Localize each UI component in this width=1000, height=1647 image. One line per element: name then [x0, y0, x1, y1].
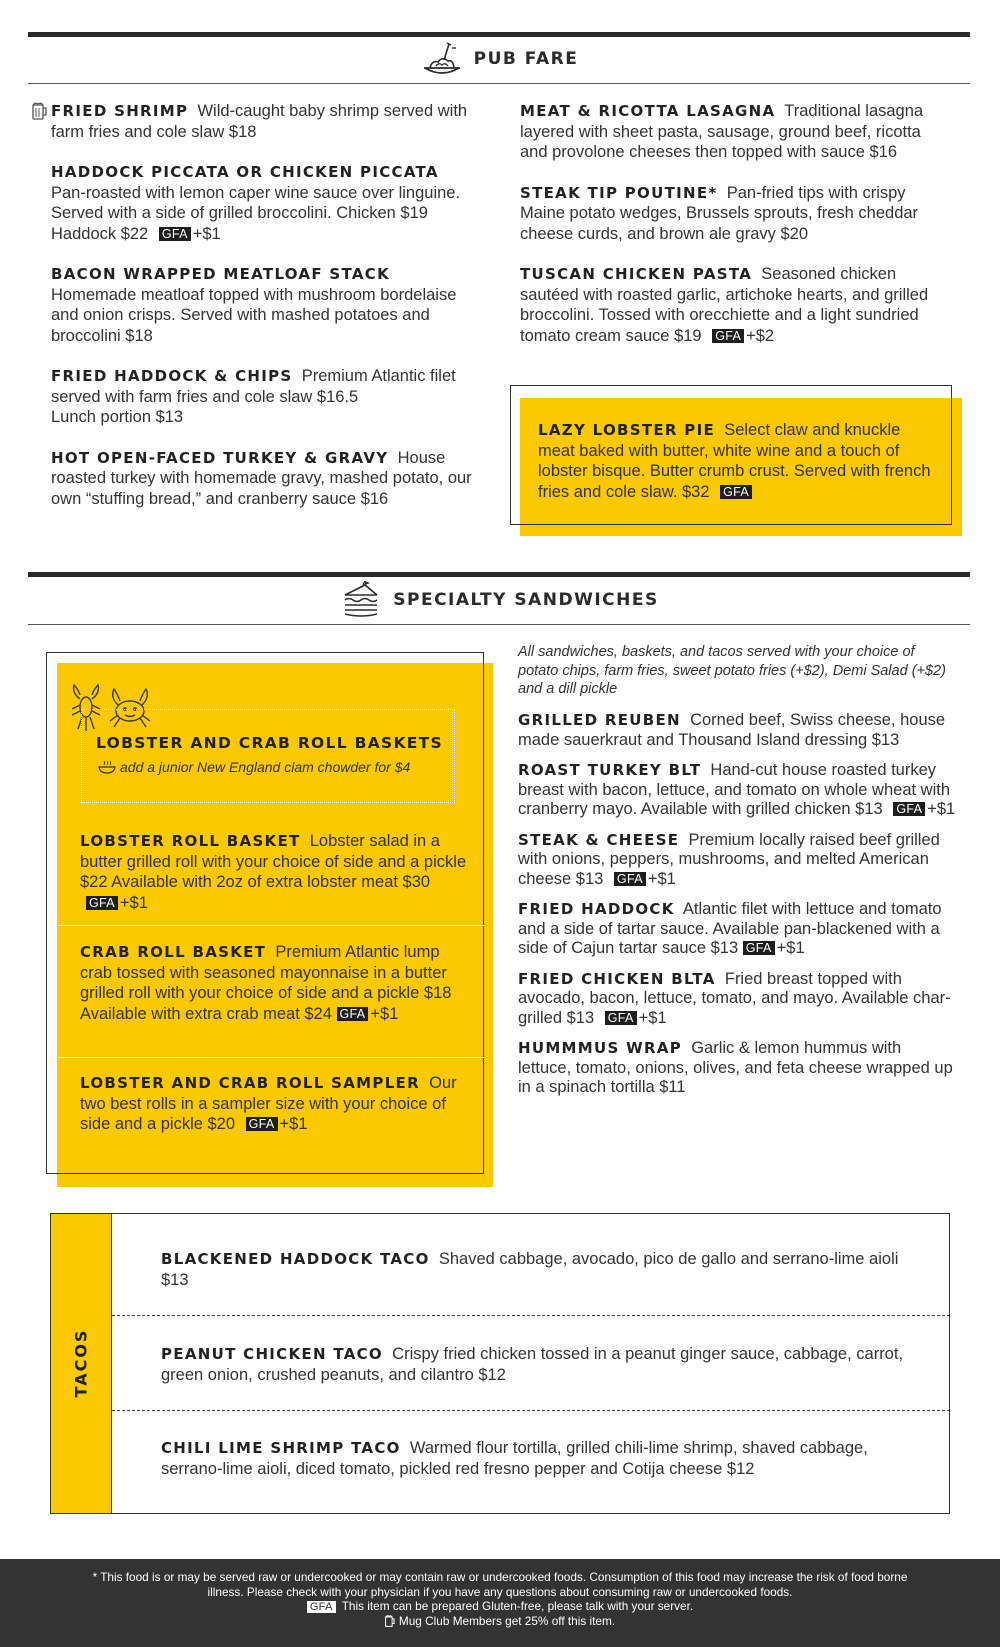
item-desc: Lobster salad in a butter grilled roll with your choice of side and a pickle $22 Available with 2oz of extra lobster meat $30: [80, 832, 467, 891]
taco-item: [161, 1249, 921, 1290]
item-desc-lunch: Lunch portion $13: [51, 408, 184, 426]
gfa-badge: GFA: [893, 802, 925, 816]
item-name: FRIED HADDOCK: [518, 900, 675, 918]
item-name: LOBSTER ROLL BASKET: [80, 832, 301, 850]
footer-raw-warning-1: * This food is or may be served raw or undercooked or may contain raw or undercooked foods. Consumption of this food may increase the risk of food borne: [92, 1570, 908, 1584]
pub-fare-left-column: [51, 101, 481, 509]
tacos-label: TACOS: [71, 1328, 91, 1398]
item-desc: Homemade meatloaf topped with mushroom bordelaise and onion crisps. Served with mashed potatoes and broccolini $18: [51, 285, 457, 345]
item-name: CHILI LIME SHRIMP TACO: [161, 1439, 401, 1457]
menu-item: [518, 831, 958, 890]
taco-item: [161, 1438, 921, 1479]
sandwiches-top-rule: [28, 572, 970, 577]
taco-item: [161, 1344, 921, 1385]
basket-item: [80, 942, 470, 1024]
item-desc: Premium Atlantic filet served with farm fries and cole slaw $16.5: [51, 367, 456, 406]
item-desc: House roasted turkey with homemade gravy, mashed potato, our own “stuffing bread,” and cranberry sauce $16: [51, 448, 472, 508]
gfa-badge: GFA: [614, 872, 646, 886]
item-desc: Our two best rolls in a sampler size with your choice of side and a pickle $20: [80, 1074, 457, 1133]
pub-fare-bottom-rule: [28, 83, 970, 84]
gfa-badge: GFA: [743, 941, 775, 955]
gfa-badge: GFA: [159, 227, 191, 241]
menu-item: [518, 970, 958, 1029]
item-desc: Pan-fried tips with crispy Maine potato wedges, Brussels sprouts, fresh cheddar cheese curds, and brown ale gravy $20: [520, 183, 919, 243]
baskets-heading-box: [81, 709, 455, 803]
sandwiches-sides-note: All sandwiches, baskets, and tacos served with your choice of potato chips, farm fries, sweet potato fries (+$2), Demi Salad (+$2) and a dill pickle: [518, 644, 946, 697]
basket-item: [80, 831, 470, 913]
item-desc: Garlic & lemon hummus with lettuce, tomato, onions, olives, and feta cheese wrapped up in a spinach tortilla $11: [518, 1039, 953, 1096]
footer-raw-warning-2: illness. Please check with your physician if you have any questions about consuming raw or undercooked foods.: [207, 1584, 793, 1599]
item-desc: Fried breast topped with avocado, bacon, lettuce, tomato, and mayo. Available char-grilled $13: [518, 969, 951, 1027]
sandwiches-bottom-rule: [28, 624, 970, 625]
footer-disclaimer: [0, 1559, 1000, 1647]
menu-item: [520, 183, 950, 245]
gfa-upcharge: +$1: [279, 1115, 308, 1133]
item-name: PEANUT CHICKEN TACO: [161, 1345, 383, 1363]
item-name: LOBSTER AND CRAB ROLL SAMPLER: [80, 1074, 420, 1092]
menu-item: [518, 900, 958, 959]
item-name: TUSCAN CHICKEN PASTA: [520, 265, 753, 283]
item-name: FRIED CHICKEN BLTA: [518, 969, 716, 988]
item-desc: Crispy fried chicken tossed in a peanut ginger sauce, cabbage, carrot, green onion, crushed peanuts, and cilantro $12: [161, 1345, 904, 1384]
item-name: BACON WRAPPED MEATLOAF STACK: [51, 265, 390, 283]
item-name: CRAB ROLL BASKET: [80, 943, 267, 961]
item-desc: Traditional lasagna layered with sheet pasta, sausage, ground beef, ricotta and provolone cheeses then topped with sauce $16: [520, 102, 924, 161]
item-desc: Premium locally raised beef grilled with onions, peppers, mushrooms, and melted American cheese $13: [518, 830, 940, 888]
menu-item: [51, 264, 481, 346]
pub-fare-right-column: [520, 101, 950, 346]
sandwiches-header: [0, 581, 1000, 619]
sandwiches-column: [518, 711, 958, 1098]
item-name: HUMMMUS WRAP: [518, 1039, 683, 1057]
menu-item: [51, 448, 481, 510]
basket-divider: [58, 925, 484, 926]
gfa-badge: GFA: [605, 1011, 637, 1025]
pub-fare-title: PUB FARE: [473, 49, 579, 69]
mug-club-icon: [385, 1615, 395, 1627]
footer-gfa-text: This item can be prepared Gluten-free, please talk with your server.: [341, 1599, 694, 1613]
item-desc: Seasoned chicken sautéed with roasted garlic, artichoke hearts, and grilled broccolini. Tossed with orecchiette and a light sundried tomato cream sauce $19: [520, 265, 929, 345]
menu-item: [518, 1039, 958, 1098]
featured-item: [538, 420, 938, 502]
gfa-upcharge: +$1: [647, 869, 676, 888]
menu-item: [51, 101, 481, 142]
item-name: GRILLED REUBEN: [518, 711, 681, 729]
soup-bowl-icon: [98, 760, 116, 774]
footer-mug-text: Mug Club Members get 25% off this item.: [398, 1613, 616, 1628]
item-name: LAZY LOBSTER PIE: [538, 421, 716, 439]
footer-mug-legend: [0, 1614, 1000, 1629]
gfa-badge: GFA: [307, 1601, 336, 1613]
gfa-upcharge: +$1: [927, 800, 956, 818]
item-name: BLACKENED HADDOCK TACO: [161, 1250, 430, 1268]
item-name: HADDOCK PICCATA OR CHICKEN PICCATA: [51, 163, 439, 181]
gfa-upcharge: +$1: [119, 893, 148, 912]
pub-fare-top-rule: [28, 32, 970, 37]
footer-gfa-legend: [0, 1599, 1000, 1614]
item-desc: Warmed flour tortilla, grilled chili-lime shrimp, shaved cabbage, serrano-lime aioli, diced tomato, pickled red fresno pepper and Cotija cheese $12: [161, 1439, 868, 1478]
basket-item: [80, 1073, 470, 1135]
gfa-upcharge: +$1: [370, 1004, 399, 1023]
menu-item: [51, 162, 481, 244]
menu-item: [518, 711, 958, 750]
menu-item: [520, 264, 950, 346]
menu-item: [518, 761, 958, 820]
item-name: HOT OPEN-FACED TURKEY & GRAVY: [51, 448, 389, 467]
sandwiches-title: SPECIALTY SANDWICHES: [393, 590, 659, 610]
pub-fare-header: [0, 40, 1000, 78]
pasta-bowl-icon: [422, 40, 462, 78]
gfa-upcharge: +$1: [776, 939, 805, 957]
mug-club-icon: [32, 102, 48, 120]
item-name: FRIED SHRIMP: [51, 102, 189, 120]
item-name: MEAT & RICOTTA LASAGNA: [520, 102, 776, 120]
item-desc: Premium Atlantic lump crab tossed with seasoned mayonnaise in a butter grilled roll with your choice of side and a pickle $18 Available with extra crab meat $24: [80, 943, 452, 1023]
item-name: STEAK TIP POUTINE*: [520, 183, 718, 202]
baskets-title: LOBSTER AND CRAB ROLL BASKETS: [96, 734, 443, 752]
gfa-badge: GFA: [712, 329, 744, 343]
gfa-badge: GFA: [337, 1007, 369, 1021]
item-name: ROAST TURKEY BLT: [518, 761, 702, 779]
item-name: FRIED HADDOCK & CHIPS: [51, 367, 293, 385]
gfa-upcharge: +$1: [638, 1008, 667, 1027]
gfa-upcharge: +$2: [746, 326, 775, 345]
item-desc: Wild-caught baby shrimp served with farm fries and cole slaw $18: [51, 102, 468, 141]
sandwich-icon: [341, 581, 381, 619]
item-name: STEAK & CHEESE: [518, 830, 680, 849]
gfa-badge: GFA: [86, 896, 118, 910]
gfa-badge: GFA: [720, 485, 752, 499]
item-desc: Pan-roasted with lemon caper wine sauce over linguine. Served with a side of grilled broccolini. Chicken $19 Haddock $22: [51, 183, 461, 243]
menu-item: [520, 101, 950, 163]
item-desc: Atlantic filet with lettuce and tomato and a side of tartar sauce. Available pan-blackened with a side of Cajun tartar sauce $13: [518, 900, 942, 957]
basket-divider: [58, 1057, 484, 1058]
item-desc: Hand-cut house roasted turkey breast with bacon, lettuce, and tomato on whole wheat with cranberry mayo. Available with grilled chicken $13: [518, 761, 951, 818]
item-desc: Shaved cabbage, avocado, pico de gallo and serrano-lime aioli $13: [161, 1250, 899, 1289]
menu-item: [51, 366, 481, 428]
item-desc: Corned beef, Swiss cheese, house made sauerkraut and Thousand Island dressing $13: [518, 711, 946, 749]
taco-divider: [112, 1410, 950, 1411]
baskets-addon-text: add a junior New England clam chowder for $4: [120, 759, 411, 775]
gfa-badge: GFA: [246, 1117, 278, 1131]
taco-divider: [112, 1315, 950, 1316]
baskets-addon-note: [98, 759, 410, 775]
gfa-upcharge: +$1: [192, 224, 221, 243]
item-desc: Select claw and knuckle meat baked with butter, white wine and a touch of lobster bisque. Butter crumb crust. Served with french fries and cole slaw. $32: [538, 421, 931, 501]
